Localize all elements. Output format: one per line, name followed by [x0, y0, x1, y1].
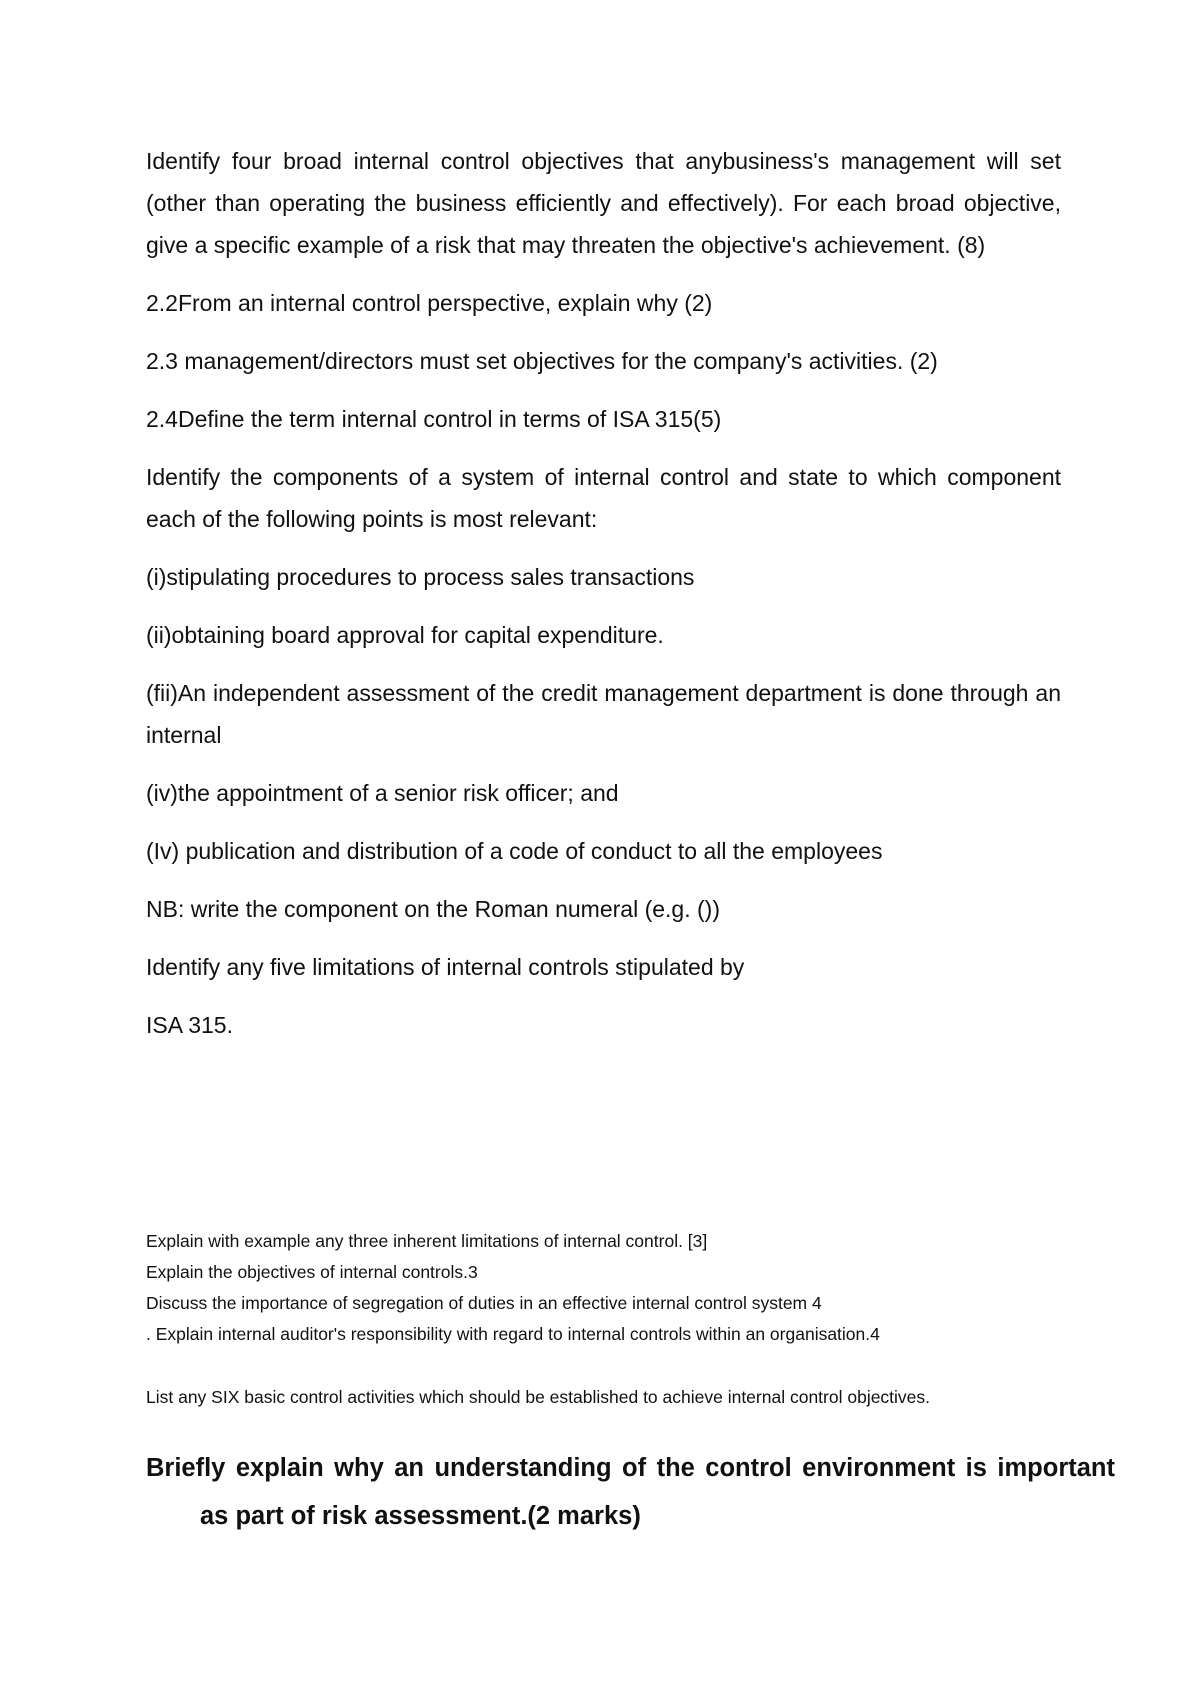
- question-item: (i)stipulating procedures to process sales transactions: [146, 564, 695, 590]
- question-paragraph: Identify four broad internal control objectives that anybusiness's management will set (other than operating the business efficiently and effectively). For each broad objective, give a specific example of a risk that may threaten the objective's achievement. (8): [146, 148, 1061, 258]
- question-paragraph: 2.2From an internal control perspective, explain why (2): [146, 290, 713, 316]
- secondary-line: Explain the objectives of internal controls.3: [146, 1262, 478, 1282]
- question-paragraph: 2.4Define the term internal control in terms of ISA 315(5): [146, 406, 722, 432]
- note-paragraph: NB: write the component on the Roman numeral (e.g. ()): [146, 896, 720, 922]
- question-item: (Iv) publication and distribution of a code of conduct to all the employees: [146, 838, 883, 864]
- main-questions: [146, 140, 1061, 1062]
- question-item: (fii)An independent assessment of the credit management department is done through an internal: [146, 680, 1061, 748]
- question-item: (iv)the appointment of a senior risk officer; and: [146, 780, 619, 806]
- question-paragraph: Identify any five limitations of internal controls stipulated by: [146, 954, 745, 980]
- secondary-line: List any SIX basic control activities which should be established to achieve internal control objectives.: [146, 1387, 931, 1407]
- secondary-line: Explain with example any three inherent limitations of internal control. [3]: [146, 1231, 708, 1251]
- question-paragraph: Identify the components of a system of internal control and state to which component each of the following points is most relevant:: [146, 464, 1061, 532]
- secondary-line: Discuss the importance of segregation of duties in an effective internal control system 4: [146, 1293, 822, 1313]
- final-question: Briefly explain why an understanding of the control environment is important as part of risk assessment.(2 marks): [146, 1454, 1115, 1530]
- question-paragraph: 2.3 management/directors must set objectives for the company's activities. (2): [146, 348, 938, 374]
- secondary-line: . Explain internal auditor's responsibility with regard to internal controls within an organisation.4: [146, 1324, 880, 1344]
- secondary-questions: [146, 1226, 1061, 1413]
- question-paragraph: ISA 315.: [146, 1012, 233, 1038]
- question-item: (ii)obtaining board approval for capital expenditure.: [146, 622, 664, 648]
